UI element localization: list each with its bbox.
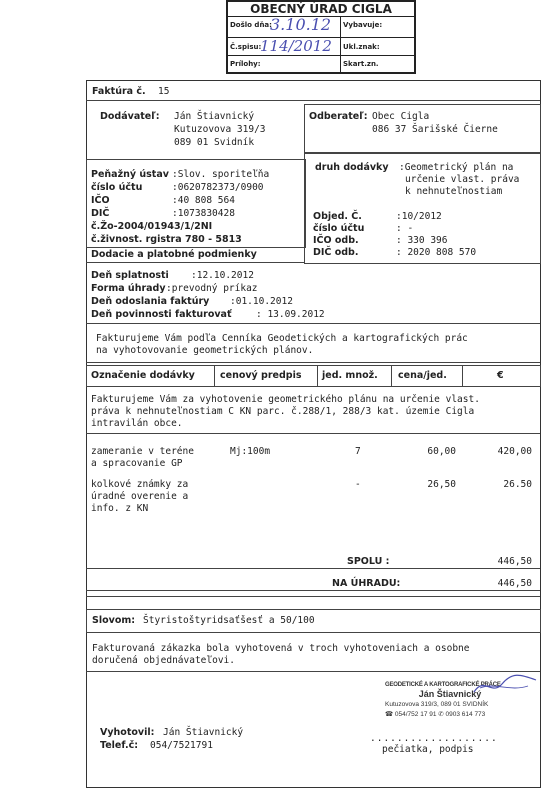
tax-point-date-label: Deň povinnosti fakturovať (91, 309, 232, 320)
company-stamp-line2: Ján Štiavnický (418, 689, 482, 699)
due-date-label: Deň splatnosti (91, 270, 169, 281)
note-line1: Fakturovaná zákazka bola vyhotovená v troch vyhotoveniach a osobne (92, 643, 470, 654)
column-header-price-rule: cenový predpis (220, 370, 302, 381)
order-number-value: :10/2012 (396, 211, 442, 222)
amount-in-words-value: Štyristoštyridsaťšesť a 50/100 (143, 615, 315, 626)
due-date-value: :12.10.2012 (191, 270, 254, 281)
payment-method-label: Forma úhrady (91, 283, 166, 294)
stamp-divider (228, 55, 414, 56)
amount-due-value: 446,50 (497, 578, 532, 589)
ico-value: :40 808 564 (172, 195, 235, 206)
customer-dic-value: : 2020 808 570 (396, 247, 477, 258)
column-header-item: Označenie dodávky (91, 370, 195, 381)
item-description-line2: práva k nehnuteľnostiam C KN parc. č.288/1, 288/3 kat. územie Cigla (91, 406, 475, 417)
row1-name-line2: a spracovanie GP (91, 458, 183, 469)
dispatch-date-value: :01.10.2012 (230, 296, 293, 307)
customer-label: Odberateľ: (309, 111, 368, 122)
divider (86, 596, 540, 597)
account-label: číslo účtu (91, 182, 143, 193)
row2-name-line2: úradné overenie a (91, 491, 189, 502)
divider (86, 590, 540, 591)
item-description-line1: Fakturujeme Vám za vyhotovenie geometrického plánu na určenie vlast. (91, 394, 480, 405)
account-value: :0620782373/0900 (172, 182, 264, 193)
row2-total: 26.50 (503, 479, 532, 490)
intro-line2: na vyhotovovanie geometrických plánov. (96, 345, 314, 356)
column-header-unit-price: cena/jed. (398, 370, 447, 381)
supplier-label: Dodávateľ: (100, 111, 160, 122)
phone-value: 054/7521791 (150, 740, 213, 751)
divider (86, 568, 540, 569)
dic-label: DIČ (91, 208, 110, 219)
customer-account-value: : - (396, 223, 414, 234)
registry-stamp (226, 0, 416, 74)
invoice-label: Faktúra č. (92, 86, 146, 97)
subtotal-value: 446,50 (497, 556, 532, 567)
column-divider (317, 365, 318, 387)
subtotal-label: SPOLU : (347, 556, 390, 567)
stamp-attachments-label: Prílohy: (230, 60, 261, 68)
phone-label: Telef.č: (100, 740, 139, 751)
tax-point-date-value: : 13.09.2012 (256, 309, 325, 320)
row2-name-line1: kolkové známky za (91, 479, 189, 490)
divider (86, 323, 540, 324)
stamp-divider (340, 16, 341, 72)
conditions-title: Dodacie a platobné podmienky (91, 249, 257, 260)
trade-license-number: č.Žo-2004/01943/1/2NI (91, 221, 213, 232)
stamp-title: OBECNÝ ÚRAD CIGLA (228, 2, 414, 17)
amount-due-label: NA ÚHRADU: (332, 578, 401, 589)
bank-name-label: Peňažný ústav (91, 169, 169, 180)
intro-line1: Fakturujeme Vám podľa Cenníka Geodetických a kartografických prác (96, 333, 468, 344)
row1-name-line1: zameranie v teréne (91, 446, 194, 457)
stamp-received-label: Došlo dňa: (230, 21, 272, 29)
stamp-signature-caption: pečiatka, podpis (382, 744, 474, 755)
column-header-euro: € (497, 370, 504, 381)
stamp-shred-mark-label: Skart.zn. (343, 60, 379, 68)
prepared-by-label: Vyhotovil: (100, 727, 155, 738)
divider (86, 433, 540, 434)
column-divider (391, 365, 392, 387)
stamp-handler-label: Vybavuje: (343, 21, 383, 29)
row1-quantity: 7 (355, 446, 361, 457)
company-stamp-line1: GEODETICKÉ A KARTOGRAFICKÉ PRÁCE (385, 682, 501, 688)
dispatch-date-label: Deň odoslania faktúry (91, 296, 210, 307)
supplier-street: Kutuzovova 319/3 (174, 124, 266, 135)
prepared-by-value: Ján Štiavnický (163, 727, 244, 738)
signature-line: ................... (370, 733, 498, 744)
payment-method-value: :prevodný príkaz (166, 283, 258, 294)
delivery-type-line1: :Geometrický plán na (399, 162, 514, 173)
note-line2: doručená objednávateľovi. (92, 655, 235, 666)
stamp-received-date: 3.10.12 (270, 15, 332, 34)
item-description-line3: intravilán obce. (91, 418, 183, 429)
signature-mark (470, 670, 540, 700)
delivery-type-label: druh dodávky (315, 162, 389, 173)
delivery-type-line2: určenie vlast. práva (405, 174, 520, 185)
row1-unit-price: 60,00 (427, 446, 456, 457)
supplier-city: 089 01 Svidník (174, 137, 255, 148)
company-stamp-line3: Kutuzovova 319/3, 089 01 SVIDNÍK (385, 701, 489, 708)
divider (86, 100, 540, 101)
row2-unit-price: 26,50 (427, 479, 456, 490)
divider (86, 362, 540, 363)
delivery-type-line3: k nehnuteľnostiam (405, 186, 503, 197)
row2-quantity: - (355, 479, 361, 490)
trade-register-number: č.živnost. rgistra 780 - 5813 (91, 234, 242, 245)
customer-dic-label: DIČ odb. (313, 247, 359, 258)
column-divider (462, 365, 463, 387)
ico-label: IČO (91, 195, 110, 206)
stamp-filing-mark-label: Ukl.znak: (343, 43, 380, 51)
bank-name-value: :Slov. sporiteľňa (172, 169, 270, 180)
row1-total: 420,00 (497, 446, 532, 457)
customer-account-label: číslo účtu (313, 223, 365, 234)
amount-in-words-label: Slovom: (92, 615, 136, 626)
divider (86, 262, 304, 263)
stamp-file-number: 114/2012 (260, 37, 332, 55)
customer-name: Obec Cigla (372, 111, 430, 122)
customer-city: 086 37 Šarišské Čierne (372, 124, 498, 135)
column-header-quantity: jed. množ. (322, 370, 378, 381)
row2-name-line3: info. z KN (91, 503, 149, 514)
customer-ico-value: : 330 396 (396, 235, 448, 246)
company-stamp-line4: ☎ 054/752 17 91 ✆ 0903 614 773 (385, 711, 486, 718)
column-divider (214, 365, 215, 387)
row1-unit: Mj:100m (230, 446, 271, 457)
invoice-number: 15 (158, 86, 170, 97)
customer-ico-label: IČO odb. (313, 235, 359, 246)
stamp-file-label: Č.spisu: (230, 43, 262, 51)
order-number-label: Objed. Č. (313, 211, 362, 222)
supplier-name: Ján Štiavnický (174, 111, 255, 122)
dic-value: :1073830428 (172, 208, 235, 219)
